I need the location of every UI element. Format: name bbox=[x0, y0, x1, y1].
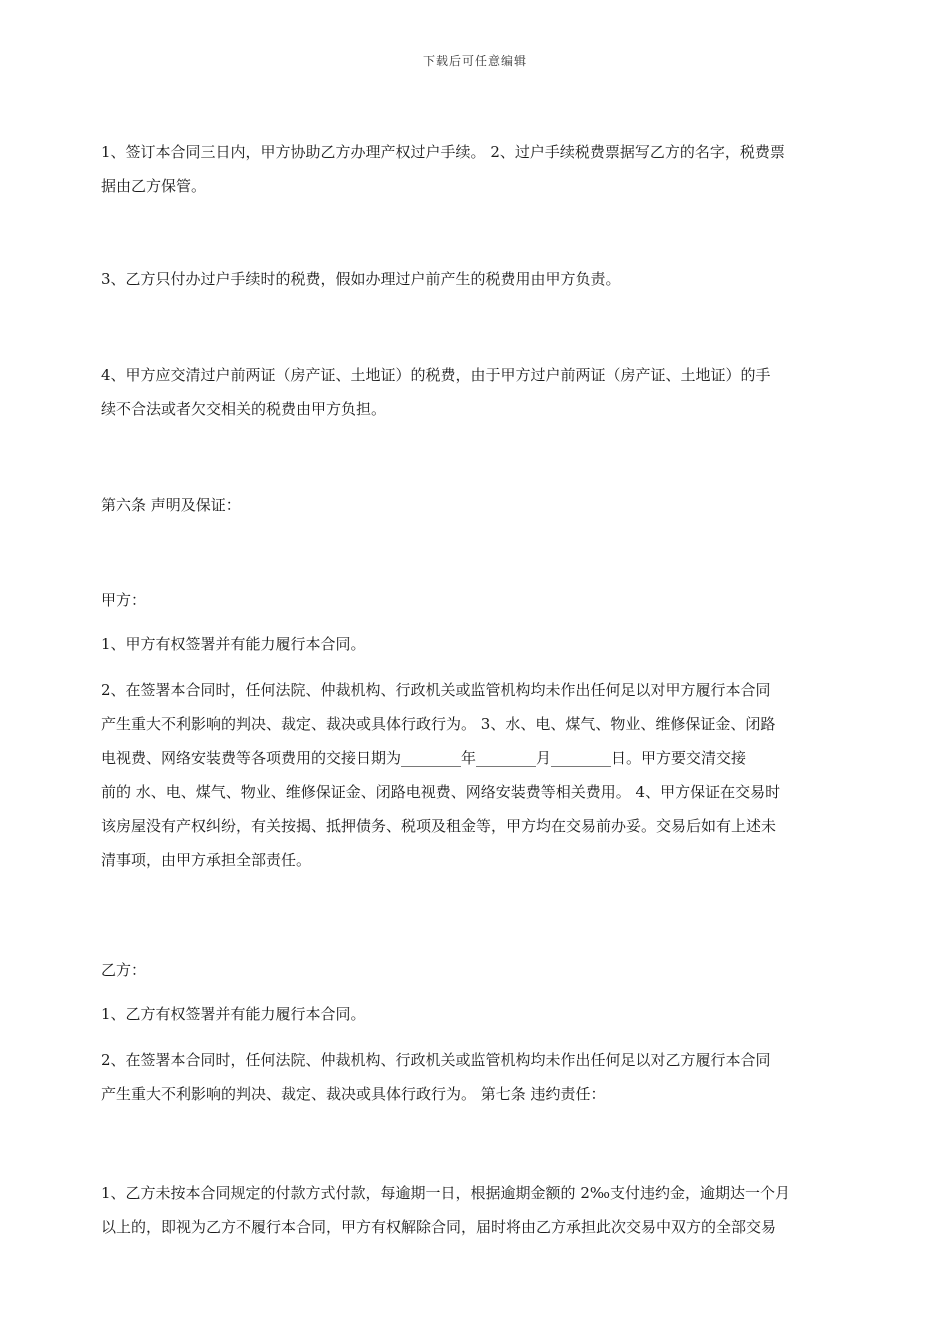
text-line: 1、乙方有权签署并有能力履行本合同。 bbox=[101, 1005, 366, 1023]
text-line: 甲方： bbox=[101, 591, 147, 609]
text-line: 据由乙方保管。 bbox=[101, 177, 207, 195]
text-line: 清事项，由甲方承担全部责任。 bbox=[101, 851, 312, 869]
text-line: 产生重大不利影响的判决、裁定、裁决或具体行政行为。 第七条 违约责任： bbox=[101, 1085, 606, 1103]
party-a-heading bbox=[101, 583, 863, 617]
article-six-heading bbox=[101, 488, 863, 522]
breach-clause-1 bbox=[101, 1176, 863, 1244]
text-line: 1、甲方有权签署并有能力履行本合同。 bbox=[101, 635, 366, 653]
text-line: 前的 水、电、煤气、物业、维修保证金、闭路电视费、网络安装费等相关费用。 4、甲方保证在交易时 bbox=[101, 783, 781, 801]
text-line: 1、签订本合同三日内，甲方协助乙方办理产权过户手续。 2、过户手续税费票据写乙方的名字，税费票 bbox=[101, 143, 785, 161]
text-line: 续不合法或者欠交相关的税费由甲方负担。 bbox=[101, 400, 387, 418]
party-a-clause-1 bbox=[101, 627, 863, 661]
party-b-clause-1 bbox=[101, 997, 863, 1031]
page-header: 下载后可任意编辑 bbox=[422, 54, 527, 68]
paragraph-transfer-procedure bbox=[101, 135, 863, 203]
text-line: 乙方： bbox=[101, 961, 147, 979]
text-line: 2、在签署本合同时，任何法院、仲裁机构、行政机关或监管机构均未作出任何足以对乙方履行本合同 bbox=[101, 1051, 771, 1069]
party-b-clause-2 bbox=[101, 1043, 863, 1111]
text-line: 3、乙方只付办过户手续时的税费，假如办理过户前产生的税费用由甲方负责。 bbox=[101, 270, 621, 288]
text-line: 1、乙方未按本合同规定的付款方式付款，每逾期一日，根据逾期金额的 2‰支付违约金，逾期达一个月 bbox=[101, 1184, 790, 1202]
text-line: 产生重大不利影响的判决、裁定、裁决或具体行政行为。 3、水、电、煤气、物业、维修保证金、闭路 bbox=[101, 715, 776, 733]
text-line: 第六条 声明及保证： bbox=[101, 496, 241, 514]
text-line: 以上的，即视为乙方不履行本合同，甲方有权解除合同，届时将由乙方承担此次交易中双方的全部交易 bbox=[101, 1218, 777, 1236]
paragraph-certificate-taxes bbox=[101, 358, 863, 426]
text-line: 2、在签署本合同时，任何法院、仲裁机构、行政机关或监管机构均未作出任何足以对甲方履行本合同 bbox=[101, 681, 771, 699]
paragraph-tax-payment bbox=[101, 262, 863, 296]
text-line: 电视费、网络安装费等各项费用的交接日期为________年________月________日。甲方要交清交接 bbox=[101, 749, 747, 767]
text-line: 该房屋没有产权纠纷，有关按揭、抵押债务、税项及租金等，甲方均在交易前办妥。交易后如有上述未 bbox=[101, 817, 777, 835]
party-b-heading bbox=[101, 953, 863, 987]
text-line: 4、甲方应交清过户前两证（房产证、土地证）的税费，由于甲方过户前两证（房产证、土地证）的手 bbox=[101, 366, 771, 384]
party-a-clause-2 bbox=[101, 673, 863, 877]
